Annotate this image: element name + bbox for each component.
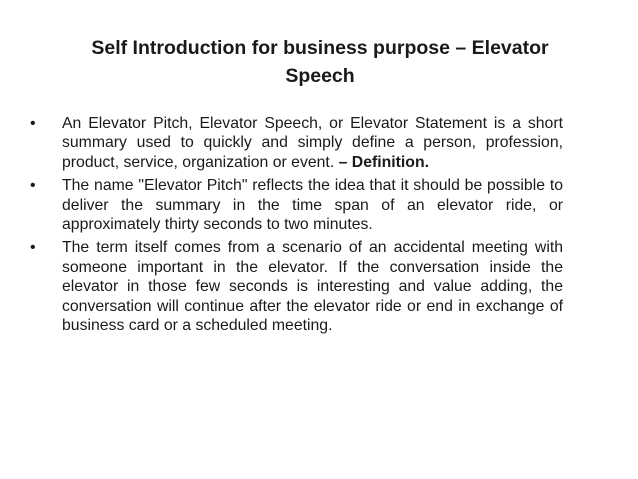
bullet-item-name-origin	[30, 176, 563, 234]
bullet-list	[30, 114, 563, 339]
bullet-text: An Elevator Pitch, Elevator Speech, or Elevator Statement is a short summary used to quickly and simply define a person, profession, product, service, organization or event.	[62, 115, 563, 171]
slide-title-line-2: Speech	[285, 65, 355, 87]
bullet-item-scenario	[30, 238, 563, 335]
bullet-icon: •	[30, 115, 36, 132]
slide-title-line-1: Self Introduction for business purpose – Elevator	[91, 37, 549, 59]
bullet-icon: •	[30, 239, 36, 257]
slide-title	[40, 34, 600, 90]
definition-label: – Definition.	[334, 153, 430, 171]
bullet-item-definition	[30, 114, 563, 172]
bullet-text: The name "Elevator Pitch" reflects the idea that it should be possible to deliver the summary in the time span of an elevator ride, or approximately thirty seconds to two minutes.	[62, 177, 563, 234]
bullet-icon: •	[30, 177, 36, 195]
bullet-text: The term itself comes from a scenario of an accidental meeting with someone important in the elevator. If the conversation inside the elevator in those few seconds is interesting and value adding, the conversation will continue after the elevator ride or end in exchange of business card or a scheduled meeting.	[62, 239, 563, 335]
